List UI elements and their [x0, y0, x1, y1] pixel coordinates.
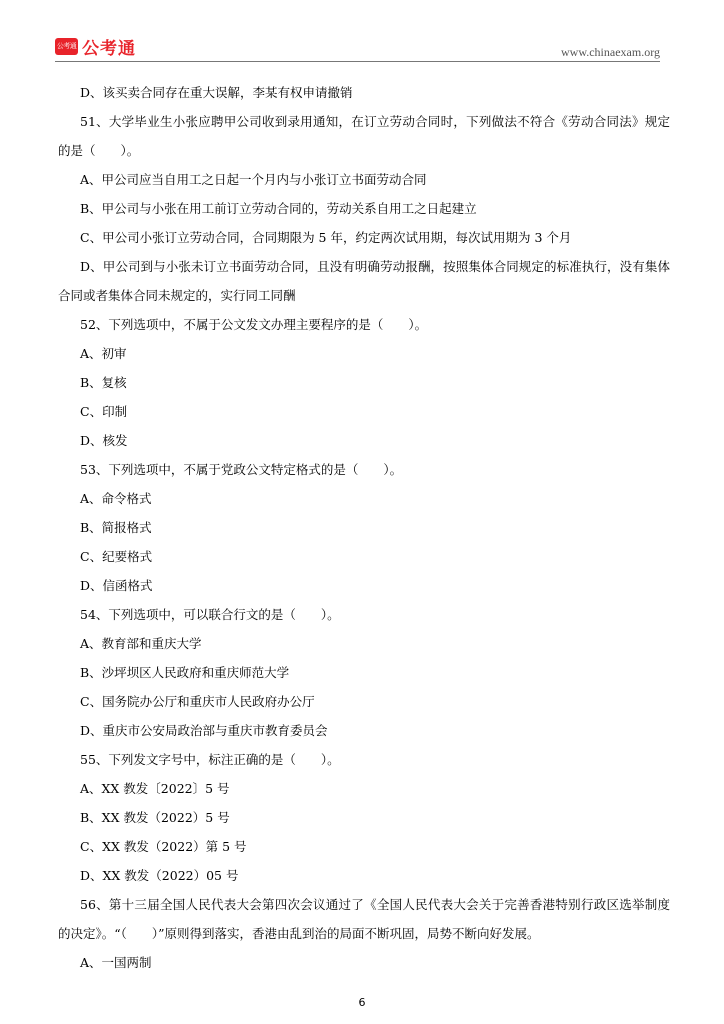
text-line: A、一国两制: [80, 955, 152, 970]
document-body: [58, 78, 670, 977]
header-divider: [55, 61, 660, 62]
text-line: 56、第十三届全国人民代表大会第四次会议通过了《全国人民代表大会关于完善香港特别行政区选举制度: [80, 897, 670, 912]
logo-badge-icon: 公考通: [55, 38, 78, 55]
text-line: D、核发: [80, 433, 128, 448]
text-line: B、复核: [80, 375, 127, 390]
text-line: A、甲公司应当自用工之日起一个月内与小张订立书面劳动合同: [80, 172, 427, 187]
text-line: 55、下列发文字号中，标注正确的是（ ）。: [80, 752, 340, 767]
text-line: D、信函格式: [80, 578, 153, 593]
text-line: 的决定》。“（ ）”原则得到落实，香港由乱到治的局面不断巩固，局势不断向好发展。: [58, 926, 540, 941]
text-line: 51、大学毕业生小张应聘甲公司收到录用通知，在订立劳动合同时，下列做法不符合《劳动合同法》规定: [80, 114, 670, 129]
site-url[interactable]: www.chinaexam.org: [561, 45, 660, 59]
text-line: A、初审: [80, 346, 127, 361]
text-line: B、甲公司与小张在用工前订立劳动合同的，劳动关系自用工之日起建立: [80, 201, 477, 216]
brand-logo[interactable]: [55, 34, 136, 59]
logo-text: 公考通: [82, 39, 136, 59]
text-line: 54、下列选项中，可以联合行文的是（ ）。: [80, 607, 340, 622]
text-line: A、命令格式: [80, 491, 152, 506]
text-line: C、国务院办公厅和重庆市人民政府办公厅: [80, 694, 315, 709]
text-line: B、沙坪坝区人民政府和重庆师范大学: [80, 665, 290, 680]
text-line: 的是（ ）。: [58, 143, 140, 158]
text-line: D、重庆市公安局政治部与重庆市教育委员会: [80, 723, 328, 738]
text-line: 53、下列选项中，不属于党政公文特定格式的是（ ）。: [80, 462, 403, 477]
text-line: A、XX 教发〔2022〕5 号: [80, 781, 230, 796]
page-header: [0, 0, 724, 62]
text-line: C、印制: [80, 404, 128, 419]
text-line: B、XX 教发（2022）5 号: [80, 810, 230, 825]
text-line: C、甲公司小张订立劳动合同，合同期限为 5 年，约定两次试用期，每次试用期为 3 个月: [80, 230, 572, 245]
text-line: 52、下列选项中，不属于公文发文办理主要程序的是（ ）。: [80, 317, 428, 332]
text-line: B、简报格式: [80, 520, 152, 535]
text-line: D、XX 教发（2022）05 号: [80, 868, 239, 883]
text-line: D、该买卖合同存在重大误解，李某有权申请撤销: [80, 85, 353, 100]
text-line: C、纪要格式: [80, 549, 153, 564]
text-line: C、XX 教发（2022）第 5 号: [80, 839, 247, 854]
text-line: 合同或者集体合同未规定的，实行同工同酬: [58, 288, 296, 303]
page-number: 6: [358, 996, 366, 1009]
text-line: A、教育部和重庆大学: [80, 636, 202, 651]
text-line: D、甲公司到与小张未订立书面劳动合同，且没有明确劳动报酬，按照集体合同规定的标准执行，没有集体: [80, 259, 670, 274]
